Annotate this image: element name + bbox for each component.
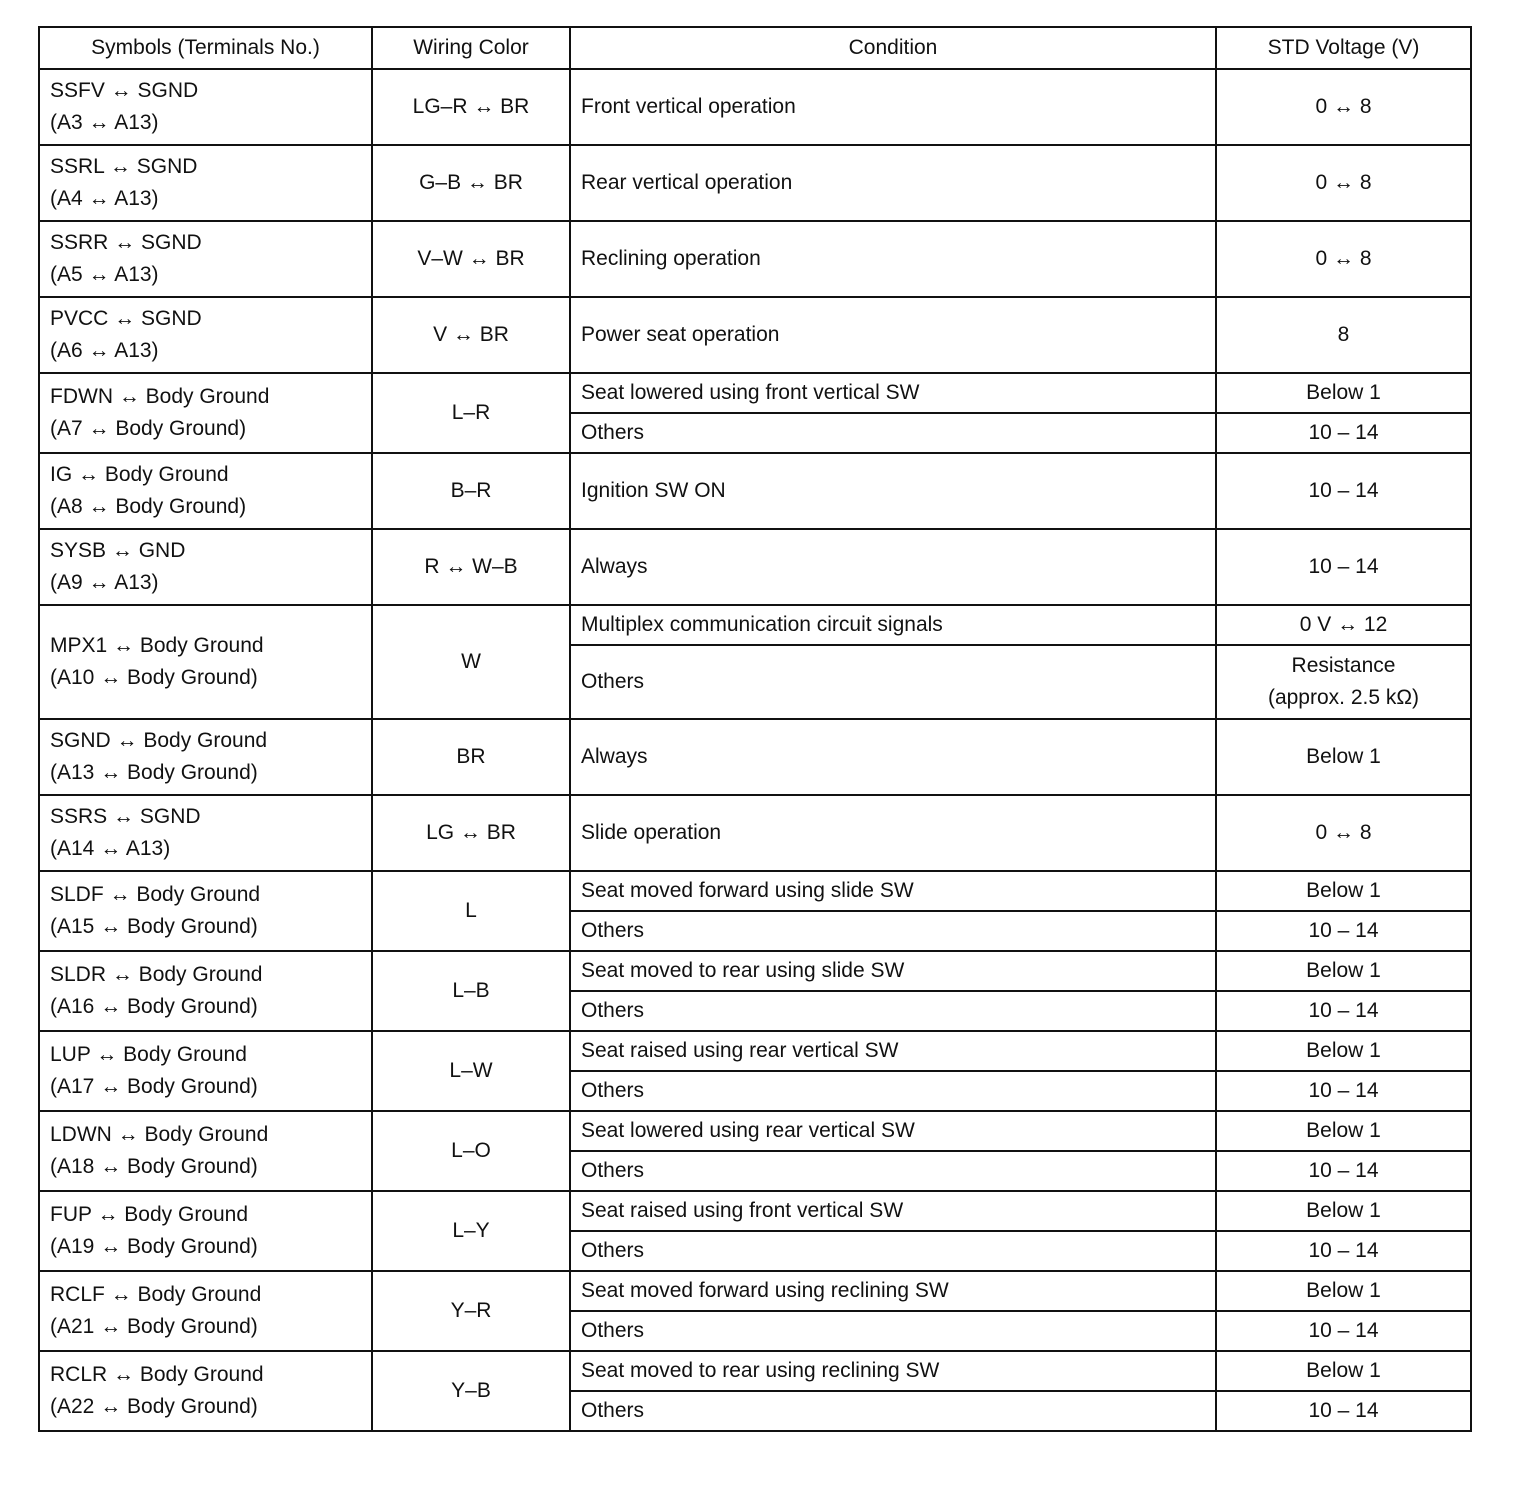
- header-std-voltage: STD Voltage (V): [1216, 27, 1471, 69]
- wiring-color-cell: LG–R ↔ BR: [372, 69, 570, 145]
- voltage-cell: Below 1: [1216, 719, 1471, 795]
- wiring-color-cell: Y–B: [372, 1351, 570, 1431]
- wiring-color-cell: L–O: [372, 1111, 570, 1191]
- voltage-cell: Below 1: [1216, 373, 1471, 413]
- voltage-cell: 8: [1216, 297, 1471, 373]
- wiring-color-cell: W: [372, 605, 570, 719]
- symbol-cell: IG ↔ Body Ground (A8 ↔ Body Ground): [39, 453, 372, 529]
- condition-cell: Others: [570, 911, 1216, 951]
- wiring-color-cell: L–Y: [372, 1191, 570, 1271]
- table-row: [39, 1271, 1471, 1311]
- voltage-cell: 10 – 14: [1216, 1231, 1471, 1271]
- header-wiring-color: Wiring Color: [372, 27, 570, 69]
- voltage-cell: 10 – 14: [1216, 529, 1471, 605]
- voltage-cell: 10 – 14: [1216, 911, 1471, 951]
- wiring-color-cell: L: [372, 871, 570, 951]
- wiring-color-cell: R ↔ W–B: [372, 529, 570, 605]
- condition-cell: Front vertical operation: [570, 69, 1216, 145]
- voltage-cell: 10 – 14: [1216, 1391, 1471, 1431]
- condition-cell: Always: [570, 529, 1216, 605]
- voltage-cell: 0 ↔ 8: [1216, 69, 1471, 145]
- condition-cell: Others: [570, 645, 1216, 719]
- table-row: [39, 1111, 1471, 1151]
- symbol-cell: PVCC ↔ SGND (A6 ↔ A13): [39, 297, 372, 373]
- header-symbols: Symbols (Terminals No.): [39, 27, 372, 69]
- voltage-cell: Below 1: [1216, 871, 1471, 911]
- header-condition: Condition: [570, 27, 1216, 69]
- condition-cell: Others: [570, 1311, 1216, 1351]
- wiring-color-cell: L–B: [372, 951, 570, 1031]
- voltage-cell: 10 – 14: [1216, 1071, 1471, 1111]
- symbol-cell: MPX1 ↔ Body Ground (A10 ↔ Body Ground): [39, 605, 372, 719]
- table-row: [39, 1191, 1471, 1231]
- symbol-cell: SLDF ↔ Body Ground (A15 ↔ Body Ground): [39, 871, 372, 951]
- table-row: [39, 453, 1471, 529]
- table-row: [39, 1351, 1471, 1391]
- table-row: [39, 373, 1471, 413]
- table-row: [39, 145, 1471, 221]
- symbol-cell: SSRS ↔ SGND (A14 ↔ A13): [39, 795, 372, 871]
- wiring-color-cell: B–R: [372, 453, 570, 529]
- symbol-cell: RCLR ↔ Body Ground (A22 ↔ Body Ground): [39, 1351, 372, 1431]
- voltage-cell: Below 1: [1216, 1031, 1471, 1071]
- condition-cell: Others: [570, 991, 1216, 1031]
- condition-cell: Seat moved forward using slide SW: [570, 871, 1216, 911]
- condition-cell: Others: [570, 1151, 1216, 1191]
- terminal-voltage-table: [38, 26, 1472, 1432]
- voltage-cell: Below 1: [1216, 1271, 1471, 1311]
- voltage-cell: 0 ↔ 8: [1216, 221, 1471, 297]
- table-row: [39, 951, 1471, 991]
- condition-cell: Others: [570, 1391, 1216, 1431]
- voltage-cell: 0 ↔ 8: [1216, 145, 1471, 221]
- voltage-cell: 10 – 14: [1216, 991, 1471, 1031]
- condition-cell: Seat raised using front vertical SW: [570, 1191, 1216, 1231]
- condition-cell: Rear vertical operation: [570, 145, 1216, 221]
- symbol-cell: SLDR ↔ Body Ground (A16 ↔ Body Ground): [39, 951, 372, 1031]
- condition-cell: Always: [570, 719, 1216, 795]
- symbol-cell: FUP ↔ Body Ground (A19 ↔ Body Ground): [39, 1191, 372, 1271]
- table-row: [39, 221, 1471, 297]
- condition-cell: Others: [570, 413, 1216, 453]
- voltage-cell: 10 – 14: [1216, 453, 1471, 529]
- voltage-cell: 10 – 14: [1216, 413, 1471, 453]
- voltage-cell: Resistance (approx. 2.5 kΩ): [1216, 645, 1471, 719]
- wiring-color-cell: L–W: [372, 1031, 570, 1111]
- symbol-cell: LDWN ↔ Body Ground (A18 ↔ Body Ground): [39, 1111, 372, 1191]
- table-row: [39, 297, 1471, 373]
- condition-cell: Seat moved to rear using reclining SW: [570, 1351, 1216, 1391]
- wiring-color-cell: BR: [372, 719, 570, 795]
- condition-cell: Seat moved to rear using slide SW: [570, 951, 1216, 991]
- condition-cell: Seat moved forward using reclining SW: [570, 1271, 1216, 1311]
- wiring-color-cell: V ↔ BR: [372, 297, 570, 373]
- table-row: [39, 69, 1471, 145]
- wiring-color-cell: Y–R: [372, 1271, 570, 1351]
- condition-cell: Multiplex communication circuit signals: [570, 605, 1216, 645]
- wiring-color-cell: LG ↔ BR: [372, 795, 570, 871]
- symbol-cell: SGND ↔ Body Ground (A13 ↔ Body Ground): [39, 719, 372, 795]
- voltage-cell: Below 1: [1216, 951, 1471, 991]
- symbol-cell: SSFV ↔ SGND (A3 ↔ A13): [39, 69, 372, 145]
- wiring-color-cell: V–W ↔ BR: [372, 221, 570, 297]
- symbol-cell: SYSB ↔ GND (A9 ↔ A13): [39, 529, 372, 605]
- symbol-cell: FDWN ↔ Body Ground (A7 ↔ Body Ground): [39, 373, 372, 453]
- voltage-cell: Below 1: [1216, 1351, 1471, 1391]
- voltage-cell: 10 – 14: [1216, 1151, 1471, 1191]
- voltage-cell: 0 V ↔ 12: [1216, 605, 1471, 645]
- condition-cell: Ignition SW ON: [570, 453, 1216, 529]
- condition-cell: Others: [570, 1071, 1216, 1111]
- wiring-color-cell: L–R: [372, 373, 570, 453]
- table-row: [39, 529, 1471, 605]
- wiring-color-cell: G–B ↔ BR: [372, 145, 570, 221]
- table-row: [39, 871, 1471, 911]
- condition-cell: Others: [570, 1231, 1216, 1271]
- symbol-cell: SSRR ↔ SGND (A5 ↔ A13): [39, 221, 372, 297]
- condition-cell: Power seat operation: [570, 297, 1216, 373]
- condition-cell: Slide operation: [570, 795, 1216, 871]
- table-row: [39, 605, 1471, 645]
- voltage-cell: 0 ↔ 8: [1216, 795, 1471, 871]
- condition-cell: Seat lowered using front vertical SW: [570, 373, 1216, 413]
- voltage-cell: 10 – 14: [1216, 1311, 1471, 1351]
- condition-cell: Seat lowered using rear vertical SW: [570, 1111, 1216, 1151]
- symbol-cell: SSRL ↔ SGND (A4 ↔ A13): [39, 145, 372, 221]
- table-row: [39, 795, 1471, 871]
- symbol-cell: LUP ↔ Body Ground (A17 ↔ Body Ground): [39, 1031, 372, 1111]
- voltage-cell: Below 1: [1216, 1191, 1471, 1231]
- condition-cell: Reclining operation: [570, 221, 1216, 297]
- table-row: [39, 1031, 1471, 1071]
- table-header-row: [39, 27, 1471, 69]
- symbol-cell: RCLF ↔ Body Ground (A21 ↔ Body Ground): [39, 1271, 372, 1351]
- table-row: [39, 719, 1471, 795]
- voltage-cell: Below 1: [1216, 1111, 1471, 1151]
- condition-cell: Seat raised using rear vertical SW: [570, 1031, 1216, 1071]
